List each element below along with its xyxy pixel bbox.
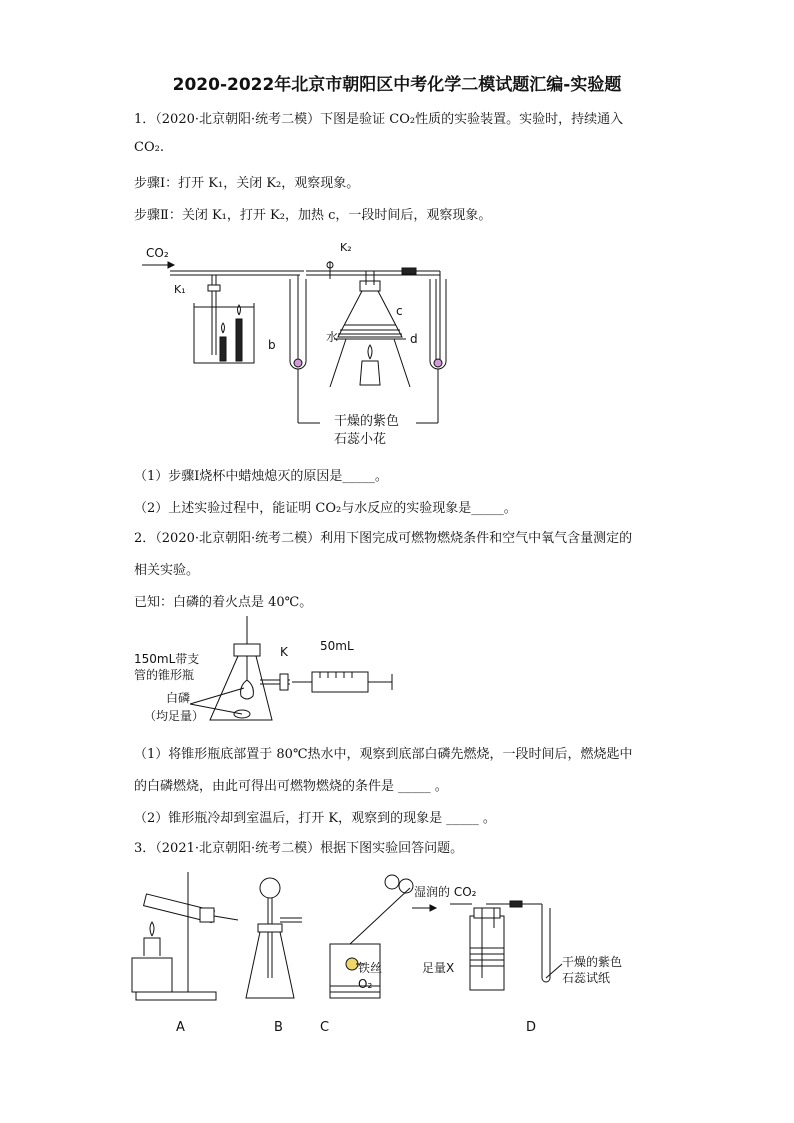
label-flower-line2: 石蕊小花 <box>334 432 387 447</box>
q2-known: 已知：白磷的着火点是 40℃。 <box>134 595 313 610</box>
q1-sub1: （1）步骤Ⅰ烧杯中蜡烛熄灭的原因是_____。 <box>134 469 388 484</box>
q1-sub2: （2）上述实验过程中，能证明 CO₂与水反应的实验现象是_____。 <box>134 501 517 516</box>
label-flower-line1: 干燥的紫色 <box>334 414 400 429</box>
label-C: C <box>320 1020 330 1035</box>
flower-icon <box>294 359 302 367</box>
label-syringe: 50mL <box>320 639 354 653</box>
label-paper-line2: 石蕊试纸 <box>562 971 611 985</box>
label-paper-line1: 干燥的紫色 <box>562 955 623 969</box>
q2-sub1-line1: （1）将锥形瓶底部置于 80℃热水中，观察到底部白磷先燃烧，一段时间后，燃烧匙中 <box>134 747 633 762</box>
label-water: 水 <box>326 330 339 344</box>
phosphorus-icon <box>241 680 254 699</box>
q2-stem-line1: 2．（2020·北京朝阳·统考二模）利用下图完成可燃物燃烧条件和空气中氧气含量测定的 <box>134 531 633 546</box>
q2-sub1-line2: 的白磷燃烧，由此可得出可燃物燃烧的条件是 _____ 。 <box>134 779 448 794</box>
q1-step2: 步骤Ⅱ：关闭 K₁，打开 K₂，加热 c，一段时间后，观察现象。 <box>134 208 492 223</box>
arrow-head-icon <box>168 262 174 268</box>
label-co2: CO₂ <box>146 246 169 260</box>
q2-figure <box>130 616 400 734</box>
k-clamp-icon <box>280 674 288 690</box>
label-phosphorus: 白磷 <box>166 691 191 705</box>
q1-figure <box>130 235 470 455</box>
flower-icon <box>434 359 442 367</box>
q2-stem-line2: 相关实验。 <box>134 563 200 578</box>
label-excess: （均足量） <box>144 709 205 723</box>
q2-sub2: （2）锥形瓶冷却到室温后，打开 K，观察到的现象是 _____ 。 <box>134 811 496 826</box>
stopper-icon <box>234 644 260 656</box>
label-c: c <box>396 304 403 318</box>
k1-clamp-icon <box>208 285 220 291</box>
label-B: B <box>274 1020 283 1035</box>
label-k2: K₂ <box>340 241 352 254</box>
label-D: D <box>526 1020 537 1035</box>
q1-step1: 步骤Ⅰ：打开 K₁，关闭 K₂，观察现象。 <box>134 176 360 191</box>
candle-icon <box>220 337 226 361</box>
q3-stem: 3．（2021·北京朝阳·统考二模）根据下图实验回答问题。 <box>134 841 464 856</box>
q1-stem-line1: 1．（2020·北京朝阳·统考二模）下图是验证 CO₂性质的实验装置。实验时，持续通入 <box>134 112 624 127</box>
alcohol-lamp-icon <box>360 361 380 385</box>
label-flask-line1: 150mL带支 <box>134 652 200 666</box>
label-flask-line2: 管的锥形瓶 <box>134 668 195 682</box>
q3-figure <box>130 868 650 1048</box>
q1-stem-line2: CO₂. <box>134 140 164 155</box>
page-title: 2020-2022年北京市朝阳区中考化学二模试题汇编-实验题 <box>172 75 622 95</box>
label-A: A <box>176 1020 185 1035</box>
label-iron-wire: 铁丝 <box>358 961 383 975</box>
label-wet-co2: 湿润的 CO₂ <box>414 885 477 899</box>
label-d: d <box>410 332 418 346</box>
label-x: 足量X <box>422 961 455 975</box>
label-b: b <box>268 338 276 352</box>
label-k1: K₁ <box>174 283 186 296</box>
label-k: K <box>280 645 288 659</box>
label-o2: O₂ <box>358 977 373 991</box>
candle-icon <box>236 319 242 361</box>
